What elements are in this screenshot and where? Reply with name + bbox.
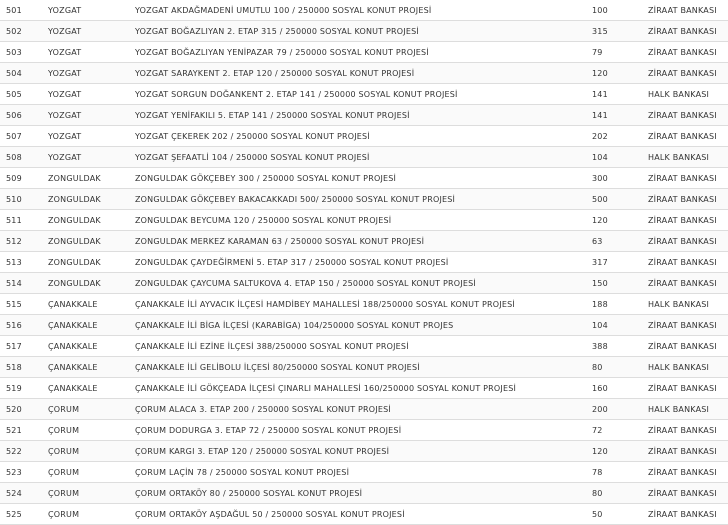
table-row xyxy=(0,126,728,147)
table-row xyxy=(0,189,728,210)
project-name-cell: YOZGAT AKDAĞMADENİ UMUTLU 100 / 250000 SOSYAL KONUT PROJESİ xyxy=(135,0,592,21)
table-row xyxy=(0,420,728,441)
housing-count-cell: 120 xyxy=(592,210,648,231)
housing-count-cell: 202 xyxy=(592,126,648,147)
project-name-cell: ZONGULDAK BEYCUMA 120 / 250000 SOSYAL KONUT PROJESİ xyxy=(135,210,592,231)
city-cell: ÇANAKKALE xyxy=(48,315,135,336)
housing-count-cell: 150 xyxy=(592,273,648,294)
table-row xyxy=(0,399,728,420)
bank-cell: HALK BANKASI xyxy=(648,147,728,168)
table-row xyxy=(0,63,728,84)
row-number-cell: 515 xyxy=(0,294,48,315)
housing-count-cell: 100 xyxy=(592,0,648,21)
city-cell: ÇANAKKALE xyxy=(48,357,135,378)
city-cell: YOZGAT xyxy=(48,84,135,105)
housing-count-cell: 141 xyxy=(592,105,648,126)
bank-cell: ZİRAAT BANKASI xyxy=(648,231,728,252)
housing-count-cell: 120 xyxy=(592,63,648,84)
housing-count-cell: 120 xyxy=(592,441,648,462)
housing-count-cell: 50 xyxy=(592,504,648,525)
table-row xyxy=(0,441,728,462)
bank-cell: HALK BANKASI xyxy=(648,294,728,315)
table-row xyxy=(0,273,728,294)
table-row xyxy=(0,483,728,504)
project-name-cell: ZONGULDAK GÖKÇEBEY 300 / 250000 SOSYAL KONUT PROJESİ xyxy=(135,168,592,189)
city-cell: ÇORUM xyxy=(48,504,135,525)
bank-cell: ZİRAAT BANKASI xyxy=(648,315,728,336)
housing-count-cell: 72 xyxy=(592,420,648,441)
project-name-cell: ÇORUM DODURGA 3. ETAP 72 / 250000 SOSYAL KONUT PROJESİ xyxy=(135,420,592,441)
row-number-cell: 508 xyxy=(0,147,48,168)
table-row xyxy=(0,462,728,483)
table-row xyxy=(0,252,728,273)
project-name-cell: YOZGAT YENİFAKILI 5. ETAP 141 / 250000 SOSYAL KONUT PROJESİ xyxy=(135,105,592,126)
row-number-cell: 518 xyxy=(0,357,48,378)
city-cell: ÇANAKKALE xyxy=(48,378,135,399)
bank-cell: ZİRAAT BANKASI xyxy=(648,378,728,399)
bank-cell: ZİRAAT BANKASI xyxy=(648,63,728,84)
table-row xyxy=(0,357,728,378)
city-cell: ZONGULDAK xyxy=(48,189,135,210)
city-cell: ZONGULDAK xyxy=(48,231,135,252)
row-number-cell: 519 xyxy=(0,378,48,399)
row-number-cell: 502 xyxy=(0,21,48,42)
row-number-cell: 513 xyxy=(0,252,48,273)
bank-cell: ZİRAAT BANKASI xyxy=(648,420,728,441)
bank-cell: ZİRAAT BANKASI xyxy=(648,210,728,231)
row-number-cell: 506 xyxy=(0,105,48,126)
table-row xyxy=(0,42,728,63)
project-name-cell: ÇORUM LAÇİN 78 / 250000 SOSYAL KONUT PROJESİ xyxy=(135,462,592,483)
bank-cell: ZİRAAT BANKASI xyxy=(648,189,728,210)
table-row xyxy=(0,294,728,315)
project-name-cell: ZONGULDAK GÖKÇEBEY BAKACAKKADI 500/ 250000 SOSYAL KONUT PROJESİ xyxy=(135,189,592,210)
table-row xyxy=(0,168,728,189)
city-cell: YOZGAT xyxy=(48,126,135,147)
housing-count-cell: 79 xyxy=(592,42,648,63)
city-cell: YOZGAT xyxy=(48,0,135,21)
project-name-cell: ÇANAKKALE İLİ BİGA İLÇESİ (KARABİGA) 104/250000 SOSYAL KONUT PROJES xyxy=(135,315,592,336)
bank-cell: HALK BANKASI xyxy=(648,399,728,420)
housing-count-cell: 63 xyxy=(592,231,648,252)
table-row xyxy=(0,378,728,399)
project-name-cell: ZONGULDAK ÇAYDEĞİRMENİ 5. ETAP 317 / 250000 SOSYAL KONUT PROJESİ xyxy=(135,252,592,273)
row-number-cell: 516 xyxy=(0,315,48,336)
bank-cell: ZİRAAT BANKASI xyxy=(648,21,728,42)
project-name-cell: ÇORUM ALACA 3. ETAP 200 / 250000 SOSYAL KONUT PROJESİ xyxy=(135,399,592,420)
table-row xyxy=(0,210,728,231)
row-number-cell: 521 xyxy=(0,420,48,441)
city-cell: ÇORUM xyxy=(48,483,135,504)
housing-count-cell: 160 xyxy=(592,378,648,399)
project-name-cell: ÇANAKKALE İLİ GÖKÇEADA İLÇESİ ÇINARLI MAHALLESİ 160/250000 SOSYAL KONUT PROJESİ xyxy=(135,378,592,399)
table-row xyxy=(0,504,728,525)
bank-cell: ZİRAAT BANKASI xyxy=(648,336,728,357)
project-name-cell: YOZGAT BOĞAZLIYAN YENİPAZAR 79 / 250000 SOSYAL KONUT PROJESİ xyxy=(135,42,592,63)
row-number-cell: 510 xyxy=(0,189,48,210)
row-number-cell: 505 xyxy=(0,84,48,105)
city-cell: ÇANAKKALE xyxy=(48,294,135,315)
row-number-cell: 512 xyxy=(0,231,48,252)
city-cell: ÇORUM xyxy=(48,462,135,483)
project-name-cell: ÇANAKKALE İLİ GELİBOLU İLÇESİ 80/250000 SOSYAL KONUT PROJESİ xyxy=(135,357,592,378)
bank-cell: ZİRAAT BANKASI xyxy=(648,42,728,63)
housing-count-cell: 317 xyxy=(592,252,648,273)
city-cell: ZONGULDAK xyxy=(48,252,135,273)
project-name-cell: ÇANAKKALE İLİ AYVACIK İLÇESİ HAMDİBEY MAHALLESİ 188/250000 SOSYAL KONUT PROJESİ xyxy=(135,294,592,315)
city-cell: ÇORUM xyxy=(48,441,135,462)
row-number-cell: 507 xyxy=(0,126,48,147)
housing-count-cell: 315 xyxy=(592,21,648,42)
table-row xyxy=(0,231,728,252)
housing-count-cell: 80 xyxy=(592,357,648,378)
project-name-cell: YOZGAT BOĞAZLIYAN 2. ETAP 315 / 250000 SOSYAL KONUT PROJESİ xyxy=(135,21,592,42)
project-name-cell: ZONGULDAK MERKEZ KARAMAN 63 / 250000 SOSYAL KONUT PROJESİ xyxy=(135,231,592,252)
bank-cell: ZİRAAT BANKASI xyxy=(648,0,728,21)
project-name-cell: ÇANAKKALE İLİ EZİNE İLÇESİ 388/250000 SOSYAL KONUT PROJESİ xyxy=(135,336,592,357)
project-name-cell: ÇORUM ORTAKÖY 80 / 250000 SOSYAL KONUT PROJESİ xyxy=(135,483,592,504)
housing-count-cell: 500 xyxy=(592,189,648,210)
housing-count-cell: 104 xyxy=(592,147,648,168)
table-row xyxy=(0,315,728,336)
bank-cell: ZİRAAT BANKASI xyxy=(648,126,728,147)
bank-cell: ZİRAAT BANKASI xyxy=(648,252,728,273)
bank-cell: HALK BANKASI xyxy=(648,84,728,105)
housing-count-cell: 200 xyxy=(592,399,648,420)
housing-count-cell: 388 xyxy=(592,336,648,357)
city-cell: ZONGULDAK xyxy=(48,210,135,231)
bank-cell: ZİRAAT BANKASI xyxy=(648,462,728,483)
project-name-cell: YOZGAT SORGUN DOĞANKENT 2. ETAP 141 / 250000 SOSYAL KONUT PROJESİ xyxy=(135,84,592,105)
row-number-cell: 501 xyxy=(0,0,48,21)
row-number-cell: 522 xyxy=(0,441,48,462)
city-cell: YOZGAT xyxy=(48,105,135,126)
project-name-cell: YOZGAT ÇEKEREK 202 / 250000 SOSYAL KONUT PROJESİ xyxy=(135,126,592,147)
city-cell: ZONGULDAK xyxy=(48,273,135,294)
housing-count-cell: 188 xyxy=(592,294,648,315)
table-row xyxy=(0,105,728,126)
city-cell: ÇORUM xyxy=(48,399,135,420)
project-name-cell: YOZGAT ŞEFAATLİ 104 / 250000 SOSYAL KONUT PROJESİ xyxy=(135,147,592,168)
housing-count-cell: 104 xyxy=(592,315,648,336)
row-number-cell: 525 xyxy=(0,504,48,525)
project-name-cell: ÇORUM KARGI 3. ETAP 120 / 250000 SOSYAL KONUT PROJESİ xyxy=(135,441,592,462)
row-number-cell: 503 xyxy=(0,42,48,63)
bank-cell: HALK BANKASI xyxy=(648,357,728,378)
row-number-cell: 504 xyxy=(0,63,48,84)
row-number-cell: 524 xyxy=(0,483,48,504)
table-row xyxy=(0,336,728,357)
bank-cell: ZİRAAT BANKASI xyxy=(648,273,728,294)
city-cell: ÇANAKKALE xyxy=(48,336,135,357)
housing-count-cell: 80 xyxy=(592,483,648,504)
bank-cell: ZİRAAT BANKASI xyxy=(648,168,728,189)
housing-count-cell: 78 xyxy=(592,462,648,483)
row-number-cell: 511 xyxy=(0,210,48,231)
city-cell: ÇORUM xyxy=(48,420,135,441)
bank-cell: ZİRAAT BANKASI xyxy=(648,504,728,525)
table-row xyxy=(0,21,728,42)
housing-count-cell: 300 xyxy=(592,168,648,189)
housing-count-cell: 141 xyxy=(592,84,648,105)
table-row xyxy=(0,84,728,105)
row-number-cell: 523 xyxy=(0,462,48,483)
city-cell: YOZGAT xyxy=(48,147,135,168)
bank-cell: ZİRAAT BANKASI xyxy=(648,105,728,126)
bank-cell: ZİRAAT BANKASI xyxy=(648,441,728,462)
project-name-cell: ÇORUM ORTAKÖY AŞDAĞUL 50 / 250000 SOSYAL KONUT PROJESİ xyxy=(135,504,592,525)
row-number-cell: 509 xyxy=(0,168,48,189)
city-cell: YOZGAT xyxy=(48,63,135,84)
row-number-cell: 520 xyxy=(0,399,48,420)
project-name-cell: YOZGAT SARAYKENT 2. ETAP 120 / 250000 SOSYAL KONUT PROJESİ xyxy=(135,63,592,84)
row-number-cell: 517 xyxy=(0,336,48,357)
city-cell: YOZGAT xyxy=(48,21,135,42)
city-cell: YOZGAT xyxy=(48,42,135,63)
row-number-cell: 514 xyxy=(0,273,48,294)
bank-cell: ZİRAAT BANKASI xyxy=(648,483,728,504)
table-row xyxy=(0,147,728,168)
project-name-cell: ZONGULDAK ÇAYCUMA SALTUKOVA 4. ETAP 150 / 250000 SOSYAL KONUT PROJESİ xyxy=(135,273,592,294)
city-cell: ZONGULDAK xyxy=(48,168,135,189)
table-row xyxy=(0,0,728,21)
